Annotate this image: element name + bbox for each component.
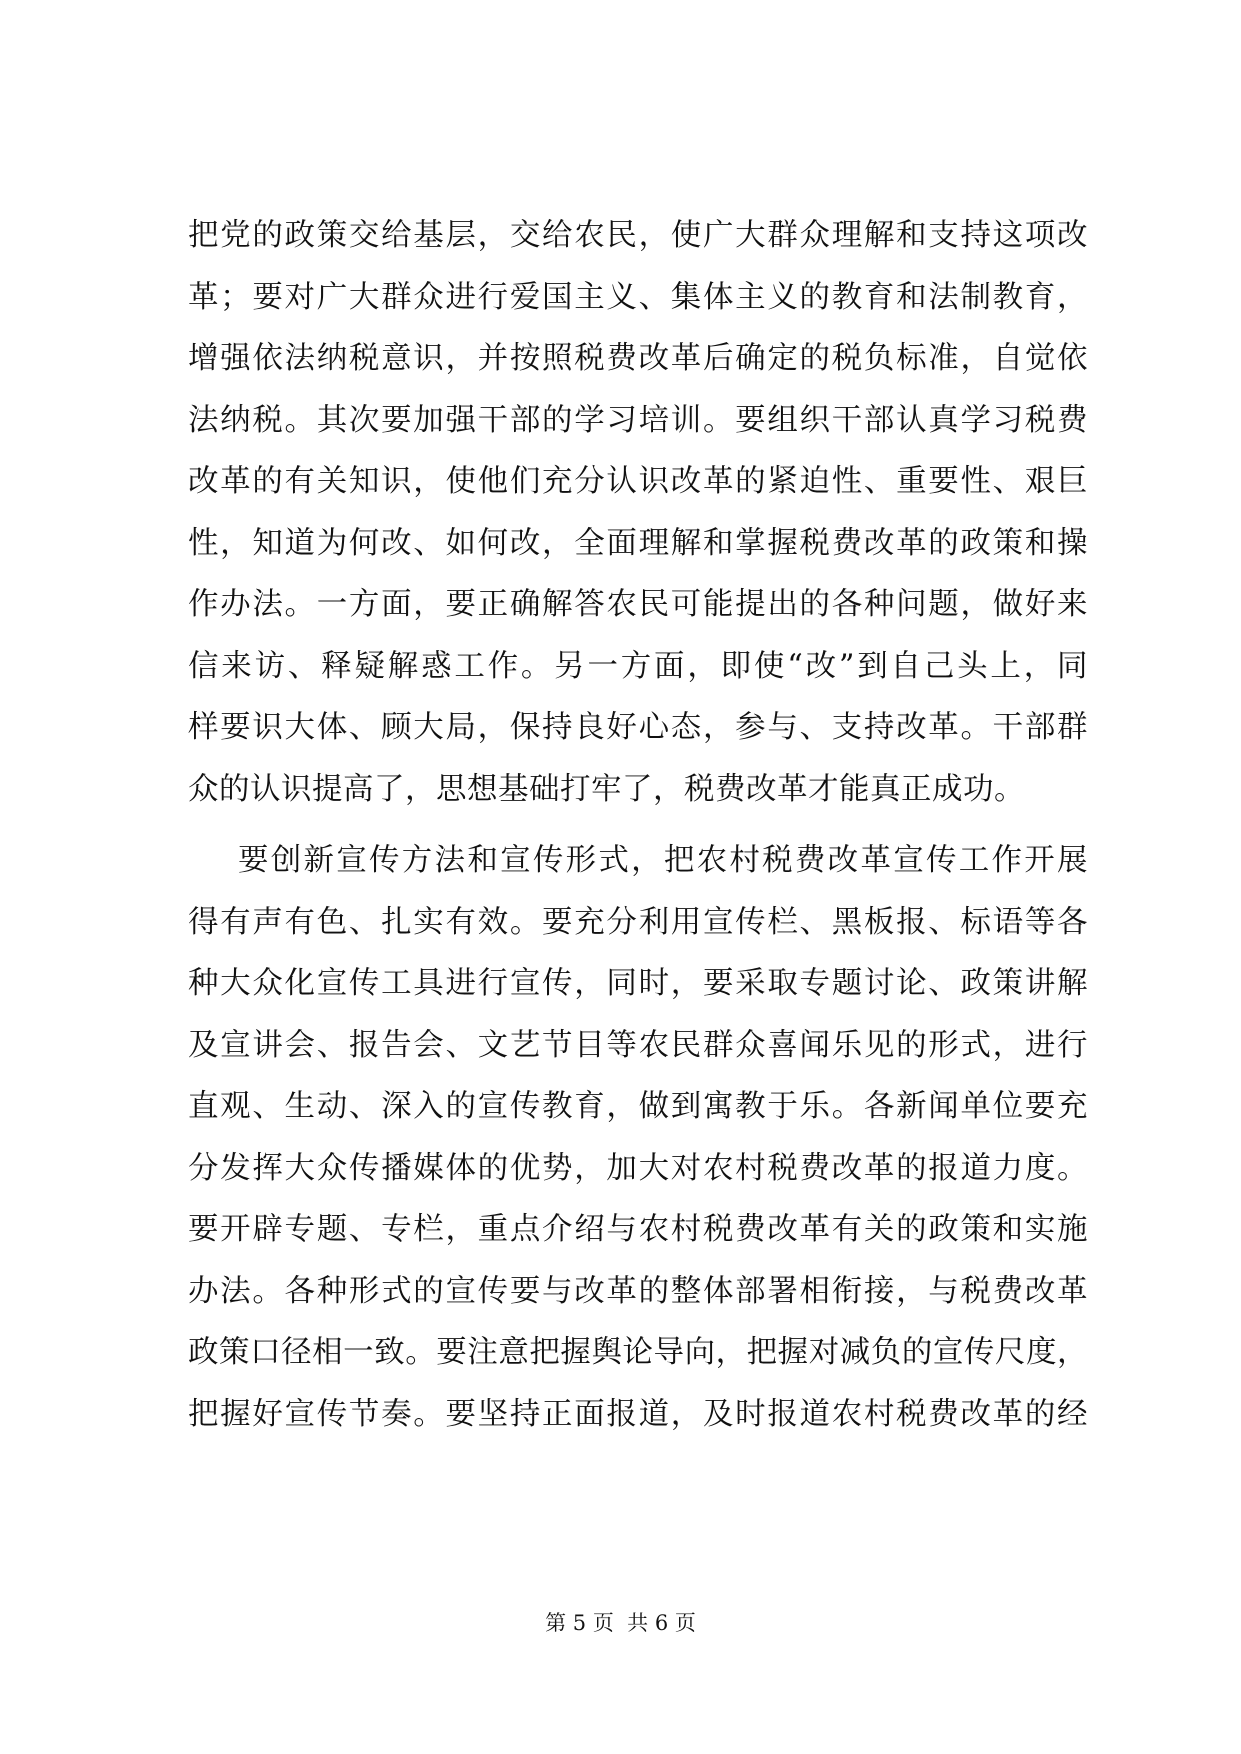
- document-body: [188, 205, 1088, 1445]
- paragraph-1: [188, 205, 1088, 820]
- text-line: 政策口径相一致。要注意把握舆论导向，把握对减负的宣传尺度，: [188, 1335, 1088, 1370]
- text-line: 要开辟专题、专栏，重点介绍与农村税费改革有关的政策和实施: [188, 1212, 1088, 1247]
- page-number: 第 5 页 共 6 页: [545, 1611, 696, 1635]
- text-line: 革；要对广大群众进行爱国主义、集体主义的教育和法制教育，: [188, 279, 1088, 315]
- text-line: 样要识大体、顾大局，保持良好心态，参与、支持改革。干部群: [188, 710, 1088, 745]
- text-line: 及宣讲会、报告会、文艺节目等农民群众喜闻乐见的形式，进行: [188, 1027, 1088, 1063]
- text-line: 办法。各种形式的宣传要与改革的整体部署相衔接，与税费改革: [188, 1273, 1088, 1309]
- text-line: 法纳税。其次要加强干部的学习培训。要组织干部认真学习税费: [188, 402, 1088, 438]
- text-line: 把握好宣传节奏。要坚持正面报道，及时报道农村税费改革的经: [188, 1396, 1088, 1432]
- text-line: 改革的有关知识，使他们充分认识改革的紧迫性、重要性、艰巨: [188, 464, 1088, 499]
- text-line: 分发挥大众传播媒体的优势，加大对农村税费改革的报道力度。: [188, 1150, 1088, 1186]
- text-line: 直观、生动、深入的宣传教育，做到寓教于乐。各新闻单位要充: [188, 1089, 1088, 1124]
- text-line: 信来访、释疑解惑工作。另一方面，即使“改”到自己头上，同: [188, 648, 1088, 684]
- text-line: 得有声有色、扎实有效。要充分利用宣传栏、黑板报、标语等各: [188, 904, 1088, 940]
- text-line: 性，知道为何改、如何改，全面理解和掌握税费改革的政策和操: [188, 525, 1088, 561]
- text-line: 众的认识提高了，思想基础打牢了，税费改革才能真正成功。: [188, 771, 1025, 807]
- text-line: 把党的政策交给基层，交给农民，使广大群众理解和支持这项改: [188, 218, 1088, 253]
- text-line: 要创新宣传方法和宣传形式，把农村税费改革宣传工作开展: [238, 843, 1088, 878]
- text-line: 种大众化宣传工具进行宣传，同时，要采取专题讨论、政策讲解: [188, 966, 1088, 1001]
- page-footer: [0, 1608, 1241, 1638]
- paragraph-spacer: [188, 820, 1088, 830]
- text-line: 作办法。一方面，要正确解答农民可能提出的各种问题，做好来: [188, 587, 1088, 622]
- paragraph-2: [188, 830, 1088, 1445]
- text-line: 增强依法纳税意识，并按照税费改革后确定的税负标准，自觉依: [188, 341, 1088, 376]
